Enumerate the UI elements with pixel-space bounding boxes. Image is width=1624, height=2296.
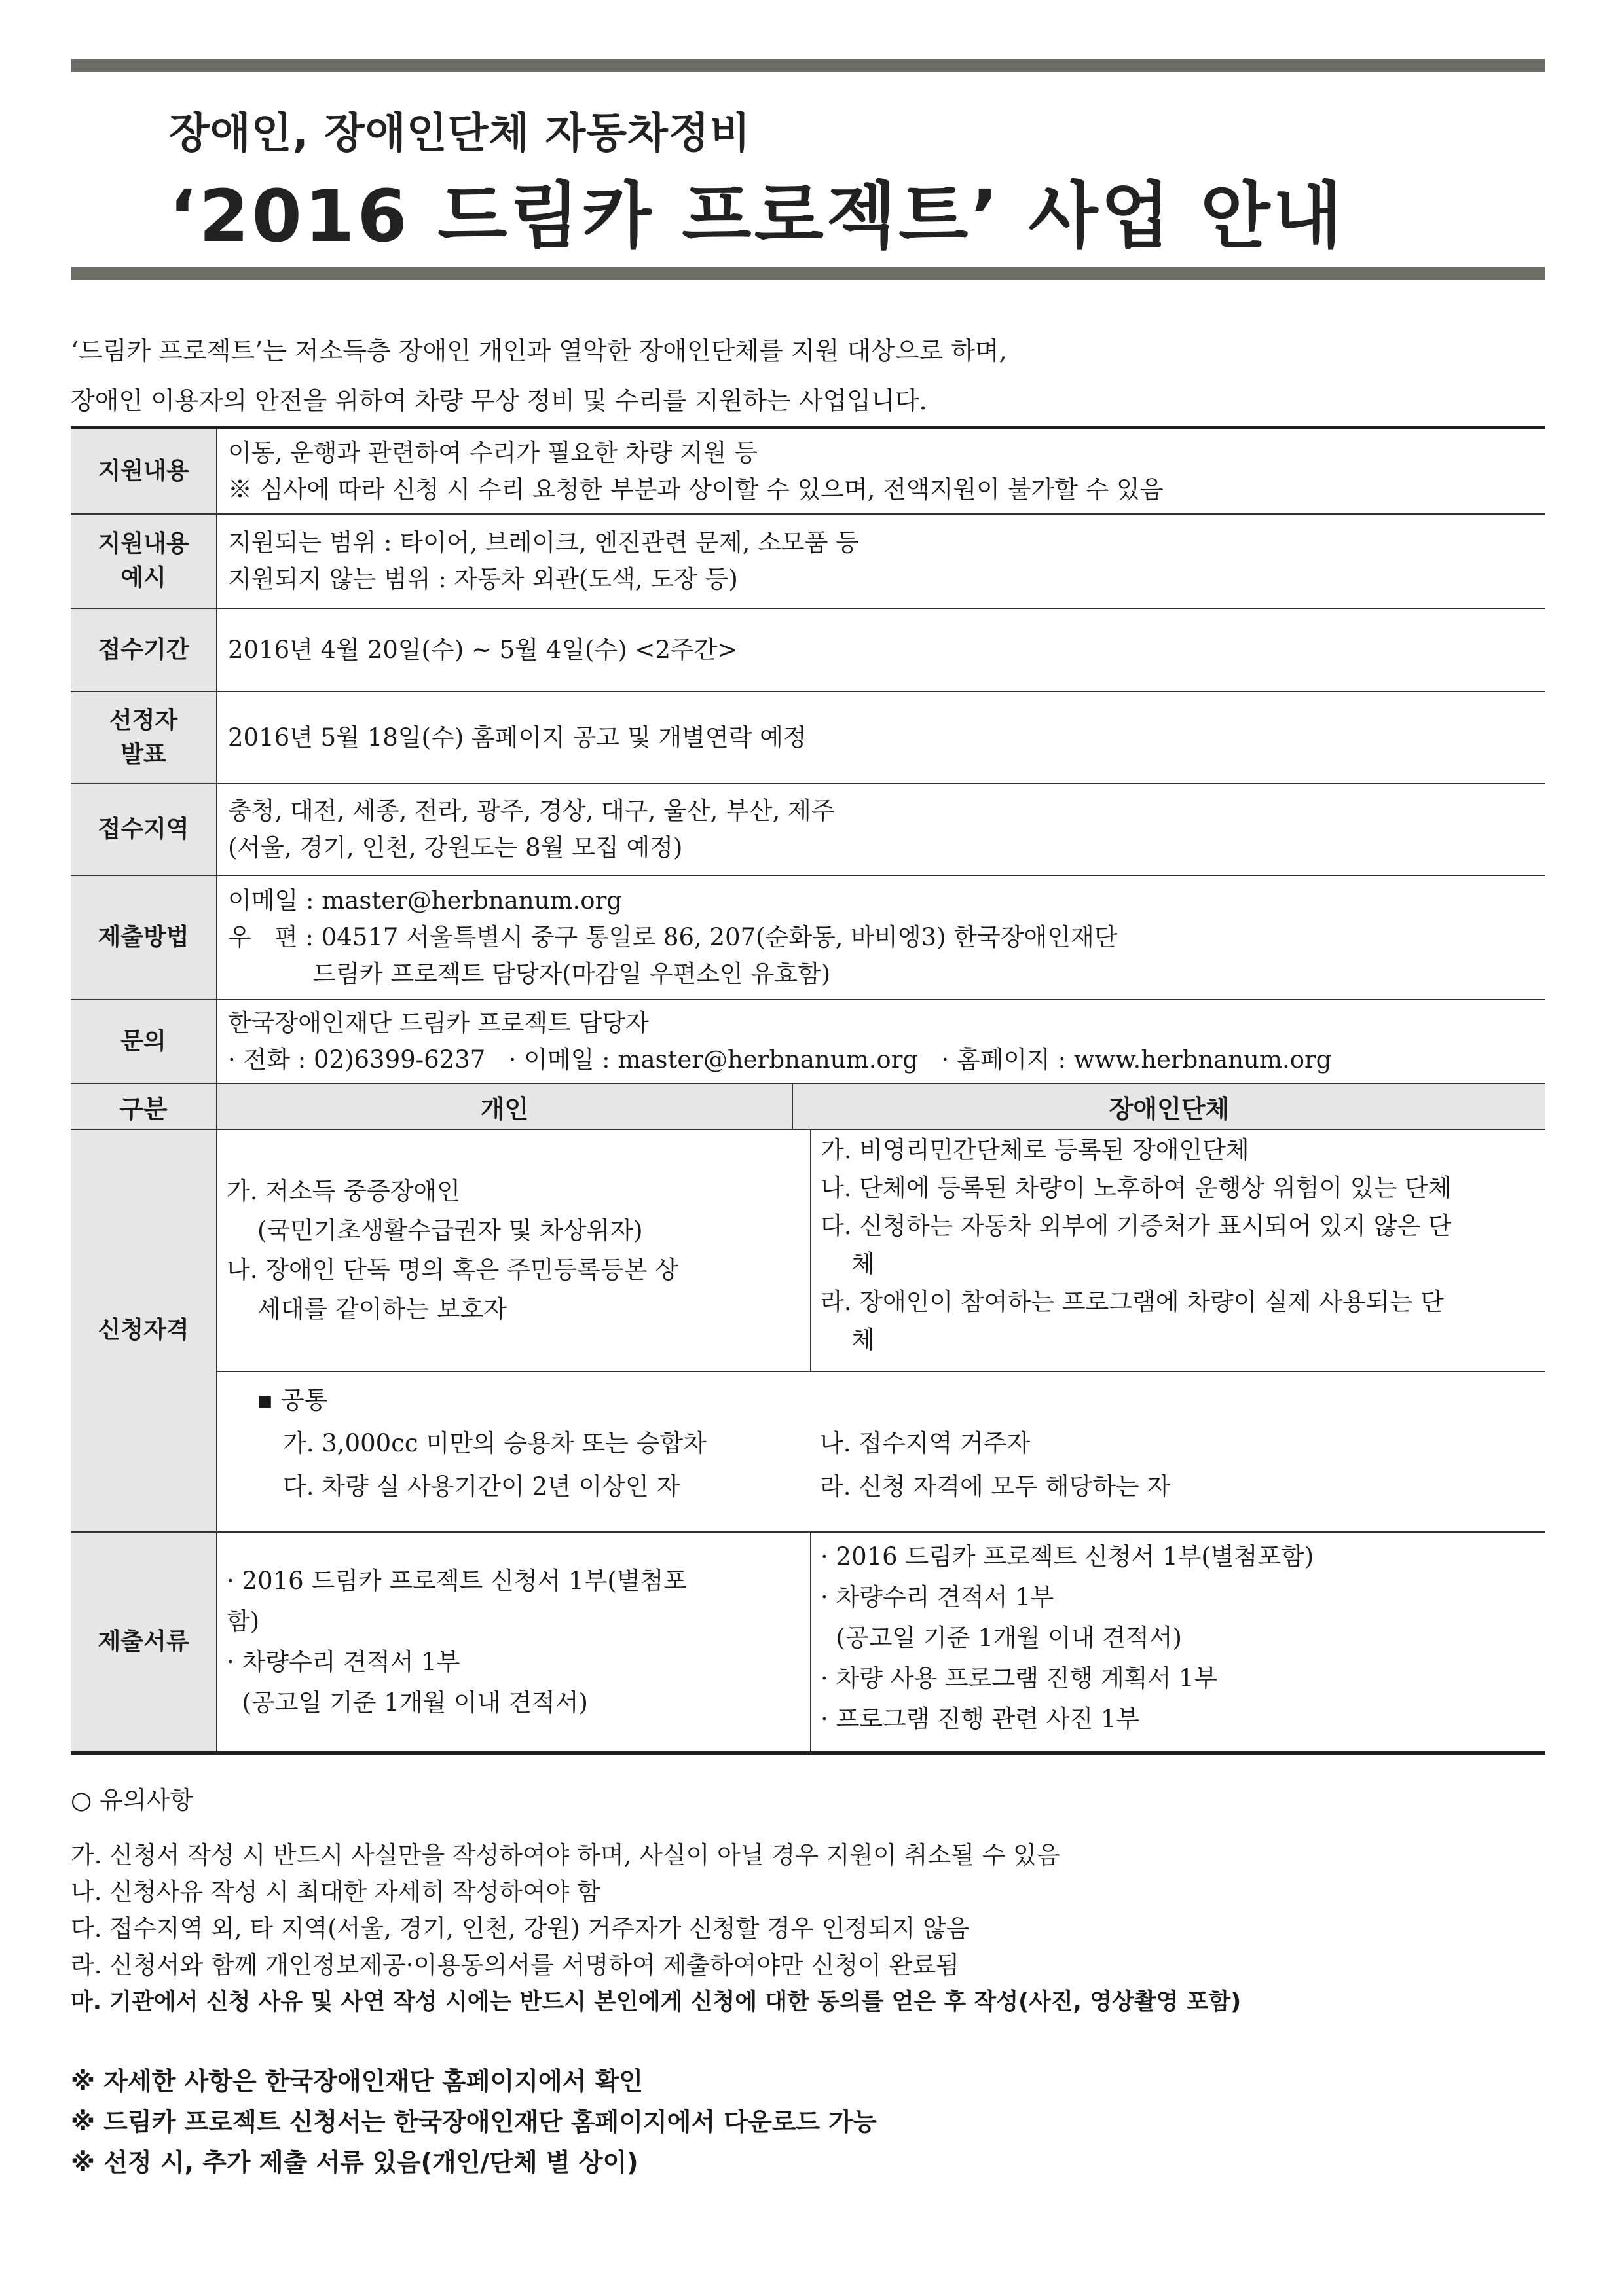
row-label: 선정자 발표 (71, 692, 217, 783)
row-label: 제출방법 (71, 876, 217, 999)
common-title: ▪ 공통 (257, 1386, 328, 1414)
list-item: 세대를 같이하는 보호자 (227, 1295, 507, 1323)
row-support-examples (71, 515, 1545, 609)
column-header-row (71, 1084, 1545, 1130)
note-item: 가. 신청서 작성 시 반드시 사실만을 작성하여야 하며, 사실이 아닐 경우 지원이 취소될 수 있음 (71, 1841, 1060, 1869)
row-documents (71, 1533, 1545, 1751)
row-eligibility (71, 1130, 1545, 1533)
content-line: 우 편 : 04517 서울특별시 중구 통일로 86, 207(순화동, 바비엥3) 한국장애인재단 (228, 923, 1118, 951)
content-line: ※ 심사에 따라 신청 시 수리 요청한 부분과 상이할 수 있으며, 전액지원이 불가할 수 있음 (228, 475, 1164, 503)
row-inquiry (71, 1000, 1545, 1084)
list-item: · 차량 사용 프로그램 진행 계획서 1부 (821, 1664, 1218, 1692)
row-label: 지원내용 예시 (71, 515, 217, 608)
content-line: 드림카 프로젝트 담당자(마감일 우편소인 유효함) (228, 960, 831, 988)
common-item: 가. 3,000cc 미만의 승용차 또는 승합차 (283, 1429, 707, 1457)
note-item: 나. 신청사유 작성 시 최대한 자세히 작성하여야 함 (71, 1878, 600, 1906)
column-header-category: 구분 (71, 1084, 217, 1129)
list-item: 라. 장애인이 참여하는 프로그램에 차량이 실제 사용되는 단 (821, 1288, 1444, 1316)
content-line: 지원되지 않는 범위 : 자동차 외관(도색, 도장 등) (228, 565, 738, 593)
content-line: (서울, 경기, 인천, 강원도는 8월 모집 예정) (228, 833, 683, 862)
common-item: 다. 차량 실 사용기간이 2년 이상인 자 (283, 1472, 680, 1501)
row-content (217, 429, 1545, 513)
common-row (257, 1422, 1506, 1465)
row-content (217, 1000, 1545, 1083)
content-line: · 전화 : 02)6399-6237 · 이메일 : master@herbnanum.org · 홈페이지 : www.herbnanum.org (228, 1046, 1332, 1074)
header-bottom-bar (71, 267, 1545, 280)
list-item: · 2016 드림카 프로젝트 신청서 1부(별첨포 (227, 1567, 688, 1595)
column-header-individual: 개인 (217, 1084, 793, 1129)
common-item: 라. 신청 자격에 모두 해당하는 자 (820, 1472, 1171, 1501)
row-application-period (71, 609, 1545, 692)
content-line: 지원되는 범위 : 타이어, 브레이크, 엔진관련 문제, 소모품 등 (228, 528, 859, 556)
eligibility-individual (217, 1130, 811, 1371)
row-content (217, 876, 1545, 999)
intro-paragraph (71, 326, 1551, 426)
page-title: ‘2016 드림카 프로젝트’ 사업 안내 (169, 174, 1345, 258)
column-header-group: 장애인단체 (1109, 1094, 1230, 1123)
header-top-bar (71, 59, 1545, 72)
row-label: 접수기간 (71, 609, 217, 691)
list-item: 나. 장애인 단독 명의 혹은 주민등록등본 상 (227, 1256, 678, 1284)
row-label: 접수지역 (71, 784, 217, 875)
notes-heading: ○ 유의사항 (71, 1786, 194, 1814)
reference-item: ※ 드림카 프로젝트 신청서는 한국장애인재단 홈페이지에서 다운로드 가능 (71, 2107, 877, 2136)
note-item: 다. 접수지역 외, 타 지역(서울, 경기, 인천, 강원) 거주자가 신청할 경우 인정되지 않음 (71, 1914, 970, 1942)
row-label: 제출서류 (71, 1533, 217, 1751)
row-label: 문의 (71, 1000, 217, 1083)
notes-section (71, 1781, 1551, 2020)
eligibility-common (217, 1372, 1545, 1531)
intro-line: 장애인 이용자의 안전을 위하여 차량 무상 정비 및 수리를 지원하는 사업입니다. (71, 386, 927, 415)
content-line: 한국장애인재단 드림카 프로젝트 담당자 (228, 1009, 649, 1037)
info-table (71, 426, 1545, 1755)
documents-individual (217, 1533, 811, 1751)
row-label: 지원내용 (71, 429, 217, 513)
eligibility-group (811, 1130, 1545, 1371)
list-item: (공고일 기준 1개월 이내 견적서) (821, 1624, 1182, 1652)
content-line: 2016년 5월 18일(수) 홈페이지 공고 및 개별연락 예정 (228, 723, 807, 752)
row-content (217, 692, 1545, 783)
list-item: · 차량수리 견적서 1부 (227, 1648, 460, 1676)
list-item: (공고일 기준 1개월 이내 견적서) (227, 1688, 588, 1717)
table-bottom-rule (71, 1751, 1545, 1755)
row-content (217, 784, 1545, 875)
common-row (257, 1465, 1506, 1508)
row-content (217, 609, 1545, 691)
row-support-content (71, 429, 1545, 515)
content-line: 이메일 : master@herbnanum.org (228, 886, 622, 915)
intro-line: ‘드림카 프로젝트’는 저소득층 장애인 개인과 열악한 장애인단체를 지원 대상으로 하며, (71, 337, 1007, 365)
content-line: 2016년 4월 20일(수) ~ 5월 4일(수) <2주간> (228, 635, 738, 664)
reference-item: ※ 자세한 사항은 한국장애인재단 홈페이지에서 확인 (71, 2067, 643, 2096)
row-submission-method (71, 876, 1545, 1000)
list-item: · 2016 드림카 프로젝트 신청서 1부(별첨포함) (821, 1542, 1314, 1571)
list-item: 함) (227, 1607, 260, 1635)
list-item: 체 (821, 1326, 875, 1354)
content-line: 이동, 운행과 관련하여 수리가 필요한 차량 지원 등 (228, 439, 758, 467)
note-item: 라. 신청서와 함께 개인정보제공·이용동의서를 서명하여 제출하여야만 신청이 완료됨 (71, 1951, 959, 1979)
row-regions (71, 784, 1545, 876)
documents-group (811, 1533, 1545, 1751)
list-item: 나. 단체에 등록된 차량이 노후하여 운행상 위험이 있는 단체 (821, 1174, 1452, 1202)
note-item: 마. 기관에서 신청 사유 및 사연 작성 시에는 반드시 본인에게 신청에 대한 동의를 얻은 후 작성(사진, 영상촬영 포함) (71, 1989, 1242, 2015)
page-subtitle: 장애인, 장애인단체 자동차정비 (169, 109, 751, 158)
references-section (71, 2061, 877, 2183)
list-item: 가. 저소득 중증장애인 (227, 1177, 460, 1205)
list-item: 다. 신청하는 자동차 외부에 기증처가 표시되어 있지 않은 단 (821, 1212, 1452, 1240)
common-item: 나. 접수지역 거주자 (820, 1429, 1031, 1457)
list-item: · 프로그램 진행 관련 사진 1부 (821, 1705, 1140, 1733)
reference-item: ※ 선정 시, 추가 제출 서류 있음(개인/단체 별 상이) (71, 2148, 638, 2177)
list-item: 체 (821, 1250, 875, 1278)
row-content (217, 515, 1545, 608)
list-item: · 차량수리 견적서 1부 (821, 1583, 1054, 1611)
content-line: 충청, 대전, 세종, 전라, 광주, 경상, 대구, 울산, 부산, 제주 (228, 797, 835, 825)
row-announcement (71, 692, 1545, 784)
row-label: 신청자격 (71, 1130, 217, 1531)
list-item: (국민기초생활수급권자 및 차상위자) (227, 1216, 643, 1245)
list-item: 가. 비영리민간단체로 등록된 장애인단체 (821, 1136, 1249, 1164)
